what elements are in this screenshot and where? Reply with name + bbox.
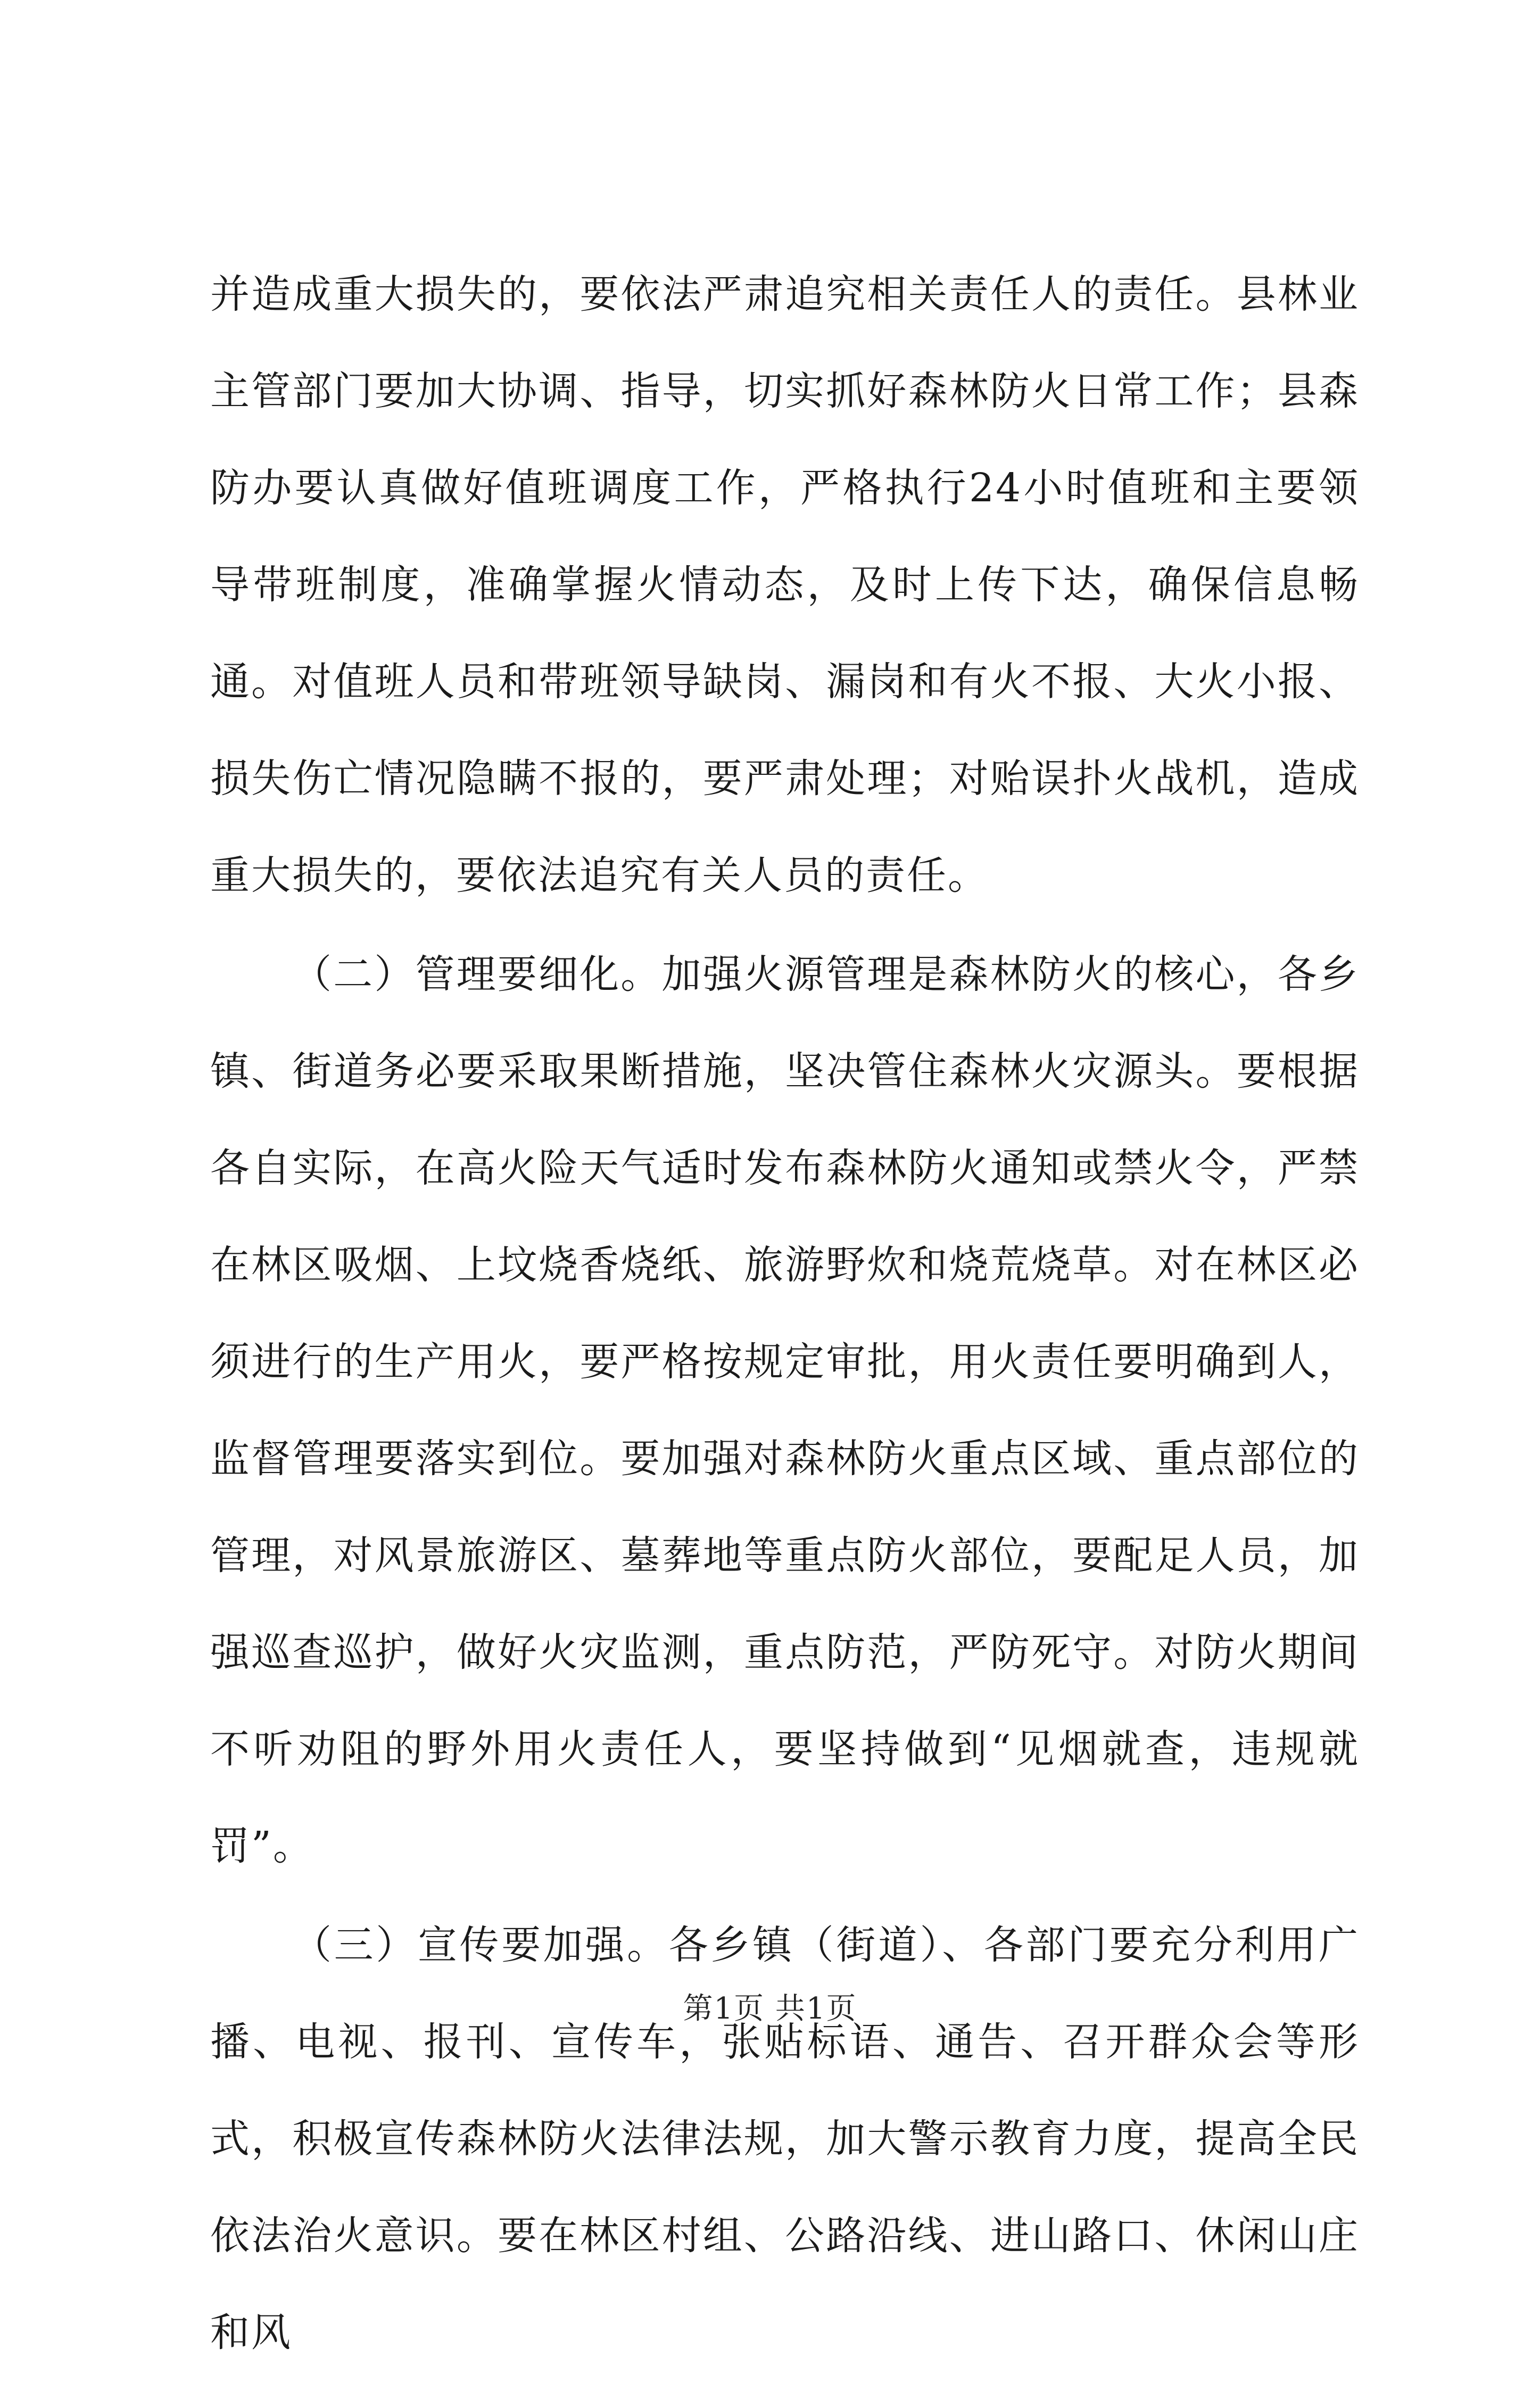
paragraph-continued: 并造成重大损失的，要依法严肃追究相关责任人的责任。县林业主管部门要加大协调、指导，切实抓好森林防火日常工作；县森防办要认真做好值班调度工作，严格执行24小时值班和主要领导带班制度，准确掌握火情动态，及时上传下达，确保信息畅通。对值班人员和带班领导缺岗、漏岗和有火不报、大火小报、损失伤亡情况隐瞒不报的，要严肃处理；对贻误扑火战机，造成重大损失的，要依法追究有关人员的责任。 bbox=[210, 271, 1360, 898]
document-body bbox=[210, 246, 1360, 2381]
page-number-footer: 第1页 共1页 bbox=[683, 1991, 857, 2026]
paragraph-management: （二）管理要细化。加强火源管理是森林防火的核心，各乡镇、街道务必要采取果断措施，坚决管住森林火灾源头。要根据各自实际，在高火险天气适时发布森林防火通知或禁火令，严禁在林区吸烟、上坟烧香烧纸、旅游野炊和烧荒烧草。对在林区必须进行的生产用火，要严格按规定审批，用火责任要明确到人，监督管理要落实到位。要加强对森林防火重点区域、重点部位的管理，对风景旅游区、墓葬地等重点防火部位，要配足人员，加强巡查巡护，做好火灾监测，重点防范，严防死守。对防火期间不听劝阻的野外用火责任人，要坚持做到“见烟就查，违规就罚”。 bbox=[210, 952, 1360, 1869]
paragraph-publicity: （三）宣传要加强。各乡镇（街道）、各部门要充分利用广播、电视、报刊、宣传车，张贴标语、通告、召开群众会等形式，积极宣传森林防火法律法规，加大警示教育力度，提高全民依法治火意识。要在林区村组、公路沿线、进山路口、休闲山庄和风 bbox=[210, 1922, 1360, 2355]
